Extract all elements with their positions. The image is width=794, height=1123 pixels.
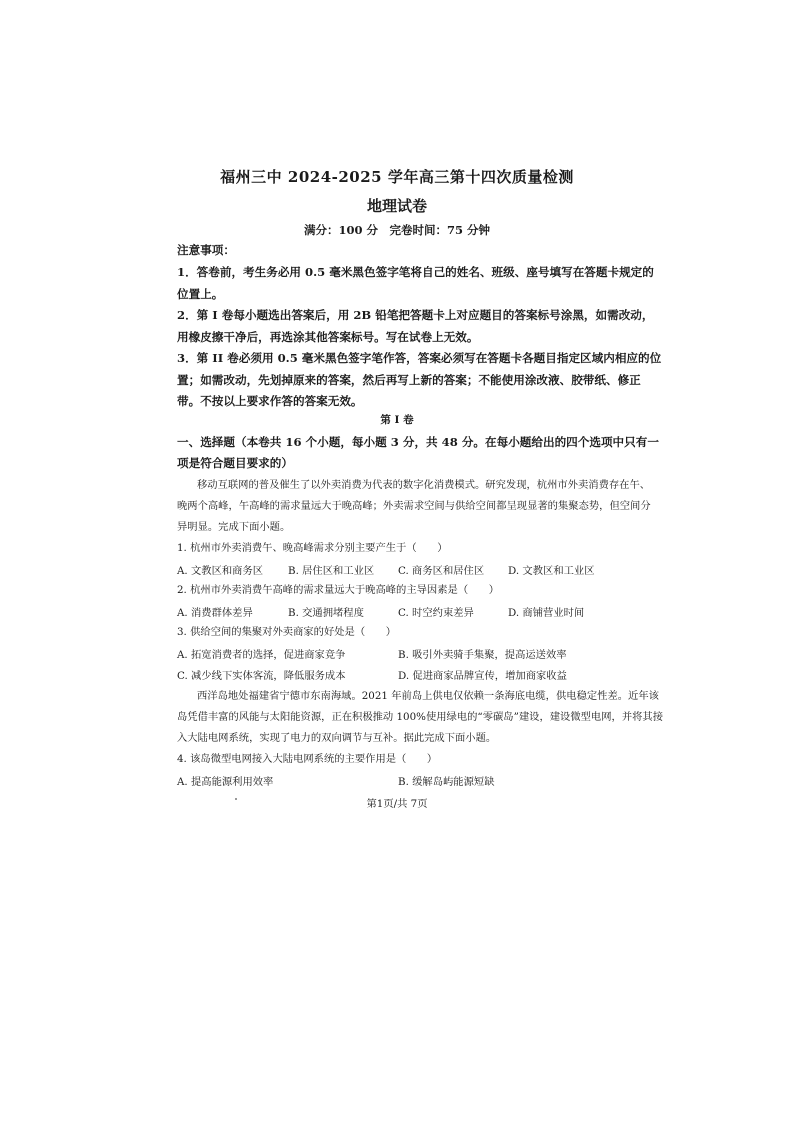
option-c: C. 减少线下实体客流，降低服务成本 bbox=[177, 670, 346, 682]
passage-line: 晚两个高峰，午高峰的需求量远大于晚高峰；外卖需求空间与供给空间都呈现显著的集聚态势，但空间分 bbox=[177, 500, 651, 512]
notice-line: 带。不按以上要求作答的答案无效。 bbox=[177, 394, 363, 408]
passage-line: 移动互联网的普及催生了以外卖消费为代表的数字化消费模式。研究发现，杭州市外卖消费存在午、 bbox=[197, 479, 651, 491]
question-stem: 4. 该岛微型电网接入大陆电网系统的主要作用是（ ） bbox=[177, 753, 438, 765]
notice-line: 置；如需改动，先划掉原来的答案，然后再写上新的答案；不能使用涂改液、胶带纸、修正 bbox=[177, 373, 641, 387]
passage-line: 岛凭借丰富的风能与太阳能资源，正在积极推动 100%使用绿电的“零碳岛”建设，建设微型电网，并将其接 bbox=[177, 711, 664, 723]
subject-title: 地理试卷 bbox=[366, 197, 427, 215]
page-number: 第1页/共 7页 bbox=[366, 798, 428, 810]
option-a: A. 拓宽消费者的选择，促进商家竞争 bbox=[177, 649, 346, 661]
option-b: B. 缓解岛屿能源短缺 bbox=[398, 776, 495, 788]
notice-line: 位置上。 bbox=[177, 287, 224, 301]
option-a: A. 消费群体差异 bbox=[177, 607, 253, 619]
passage-line: 入大陆电网系统，实现了电力的双向调节与互补。据此完成下面小题。 bbox=[177, 732, 497, 744]
notice-line: 用橡皮擦干净后，再选涂其他答案标号。写在试卷上无效。 bbox=[177, 330, 479, 344]
notice-line: 3．第 II 卷必须用 0.5 毫米黑色签字笔作答，答案必须写在答题卡各题目指定区域内相应的位 bbox=[177, 351, 662, 365]
option-b: B. 吸引外卖骑手集聚，提高运送效率 bbox=[398, 649, 567, 661]
notice-heading: 注意事项： bbox=[177, 243, 235, 257]
option-d: D. 促进商家品牌宣传，增加商家收益 bbox=[398, 670, 567, 682]
option-b: B. 交通拥堵程度 bbox=[288, 607, 364, 619]
passage-line: 西洋岛地处福建省宁德市东南海域。2021 年前岛上供电仅依赖一条海底电缆，供电稳定性差。近年该 bbox=[197, 690, 659, 702]
section-heading: 一、选择题（本卷共 16 个小题，每小题 3 分，共 48 分。在每小题给出的四个选项中只有一 bbox=[177, 435, 659, 449]
option-a: A. 文教区和商务区 bbox=[177, 565, 264, 577]
option-d: D. 文教区和工业区 bbox=[508, 565, 595, 577]
question-stem: 1. 杭州市外卖消费午、晚高峰需求分别主要产生于（ ） bbox=[177, 542, 448, 554]
option-b: B. 居住区和工业区 bbox=[288, 565, 375, 577]
question-stem: 3. 供给空间的集聚对外卖商家的好处是（ ） bbox=[177, 626, 397, 638]
section-heading: 项是符合题目要求的） bbox=[177, 456, 293, 470]
option-a: A. 提高能源利用效率 bbox=[177, 776, 274, 788]
option-c: C. 时空约束差异 bbox=[398, 607, 474, 619]
exam-meta: 满分：100 分 完卷时间：75 分钟 bbox=[303, 223, 490, 237]
passage-line: 异明显。完成下面小题。 bbox=[177, 521, 291, 533]
question-stem: 2. 杭州市外卖消费午高峰的需求量远大于晚高峰的主导因素是（ ） bbox=[177, 584, 500, 596]
notice-line: 1．答卷前，考生务必用 0.5 毫米黑色签字笔将自己的姓名、班级、座号填写在答题卡规定的 bbox=[177, 265, 654, 279]
exam-title: 福州三中 2024-2025 学年高三第十四次质量检测 bbox=[220, 168, 574, 186]
volume-heading: 第 I 卷 bbox=[380, 414, 414, 426]
option-d: D. 商铺营业时间 bbox=[508, 607, 585, 619]
option-c: C. 商务区和居住区 bbox=[398, 565, 485, 577]
notice-line: 2．第 I 卷每小题选出答案后，用 2B 铅笔把答题卡上对应题目的答案标号涂黑，如需改动， bbox=[177, 308, 654, 322]
